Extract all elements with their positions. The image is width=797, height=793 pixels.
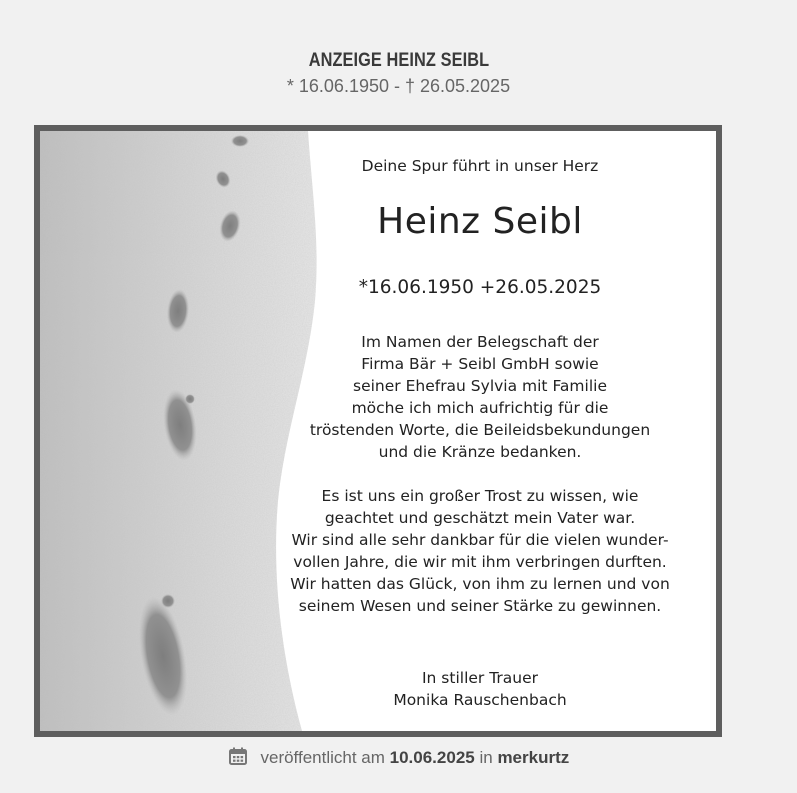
paragraph-line: möche ich mich aufrichtig für die [351, 399, 609, 417]
published-prefix: veröffentlicht am [260, 748, 385, 767]
obituary-frame[interactable] [34, 125, 722, 737]
paragraph-line: Es ist uns ein großer Trost zu wissen, wie [321, 487, 639, 505]
published-date: 10.06.2025 [389, 748, 475, 767]
thanks-paragraph [260, 331, 700, 463]
signatory-name: Monika Rauschenbach [393, 691, 567, 709]
paragraph-line: Im Namen der Belegschaft der [361, 333, 599, 351]
notice-header [0, 50, 797, 97]
paragraph-line: Wir hatten das Glück, von ihm zu lernen und von [290, 575, 670, 593]
obituary-card [40, 131, 716, 731]
publisher-link[interactable]: merkurtz [497, 748, 570, 767]
paragraph-line: seiner Ehefrau Sylvia mit Familie [353, 377, 607, 395]
paragraph-line: vollen Jahre, die wir mit ihm verbringen durften. [293, 553, 667, 571]
paragraph-line: geachtet und geschätzt mein Vater war. [324, 509, 636, 527]
closing-signature [260, 667, 700, 711]
paragraph-line: Firma Bär + Seibl GmbH sowie [361, 355, 599, 373]
published-in: in [479, 748, 493, 767]
calendar-icon [228, 746, 248, 771]
remembrance-paragraph [260, 485, 700, 617]
birth-death-dates: *16.06.1950 +26.05.2025 [358, 277, 602, 298]
closing-line: In stiller Trauer [421, 669, 539, 687]
paragraph-line: und die Kränze bedanken. [378, 443, 582, 461]
paragraph-line: tröstenden Worte, die Beileidsbekundungen [309, 421, 651, 439]
publication-info [0, 746, 797, 771]
life-dates-subtitle: * 16.06.1950 - † 26.05.2025 [286, 76, 511, 96]
motto: Deine Spur führt in unser Herz [361, 157, 599, 175]
deceased-name: Heinz Seibl [377, 201, 583, 242]
paragraph-line: Wir sind alle sehr dankbar für die vielen wunder- [291, 531, 669, 549]
paragraph-line: seinem Wesen und seiner Stärke zu gewinnen. [298, 597, 662, 615]
page-title: ANZEIGE HEINZ SEIBL [308, 50, 489, 71]
